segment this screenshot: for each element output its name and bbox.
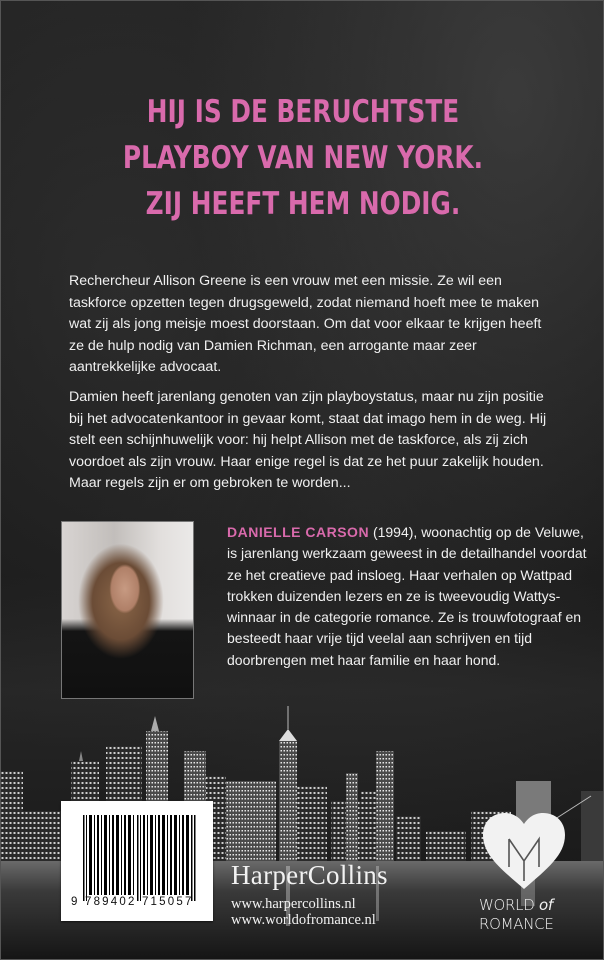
headline bbox=[61, 89, 544, 227]
heart-icon bbox=[481, 811, 567, 891]
publisher-url-harpercollins: www.harpercollins.nl bbox=[231, 896, 356, 912]
wor-line1-of: of bbox=[538, 896, 553, 914]
barcode-bars bbox=[83, 815, 197, 901]
author-bio-text: (1994), woonachtig op de Veluwe, is jarenlang werkzaam geweest in de detailhandel voordat ze het creatieve pad insloeg. Haar verhalen op Wattpad trokken duizenden lezers en ze is tweevoudig Wattys-winnaar in de categorie romance. Ze is trouwfotograaf en besteedt haar vrije tijd veelal aan schrijven en tijd doorbrengen met haar familie en haar hond. bbox=[227, 524, 587, 668]
blurb-paragraph-1 bbox=[69, 271, 549, 379]
world-of-romance-logo bbox=[479, 811, 589, 951]
wor-line2: ROMANCE bbox=[479, 915, 554, 933]
barcode bbox=[61, 801, 213, 921]
author-bio bbox=[227, 522, 597, 671]
blurb-text-2: Damien heeft jarenlang genoten van zijn playboystatus, maar nu zijn positie bij het advocatenkantoor in gevaar komt, staat dat imago hem in de weg. Hij stelt een schijnhuwelijk voor: hij helpt Allison met de taskforce, als zij zich voordoet als zijn vrouw. Haar enige regel is dat ze het puur zakelijk houden. Maar regels zijn er om gebroken te worden... bbox=[69, 389, 547, 491]
world-of-romance-text bbox=[479, 896, 579, 934]
publisher-url-worldofromance: www.worldofromance.nl bbox=[231, 912, 376, 928]
author-name: DANIELLE CARSON bbox=[227, 524, 370, 540]
headline-line-1: HIJ IS DE BERUCHTSTE bbox=[146, 94, 460, 130]
isbn-digits: 9 789402 715057 bbox=[71, 896, 194, 908]
blurb-paragraph-2 bbox=[69, 387, 549, 495]
headline-line-2: PLAYBOY VAN NEW YORK. bbox=[122, 140, 484, 176]
author-photo bbox=[61, 521, 194, 699]
headline-line-3: ZIJ HEEFT HEM NODIG. bbox=[145, 186, 461, 222]
blurb-text-1: Rechercheur Allison Greene is een vrouw met een missie. Ze wil een taskforce opzetten tegen drugsgeweld, zodat niemand hoeft mee te maken wat zij als jong meisje moest doorstaan. Om dat voor elkaar te krijgen heeft ze de hulp nodig van Damien Richman, een arrogante maar zeer aantrekkelijke advocaat. bbox=[69, 273, 542, 375]
publisher-name: HarperCollins bbox=[231, 860, 388, 890]
wor-line1-main: WORLD bbox=[479, 896, 539, 914]
